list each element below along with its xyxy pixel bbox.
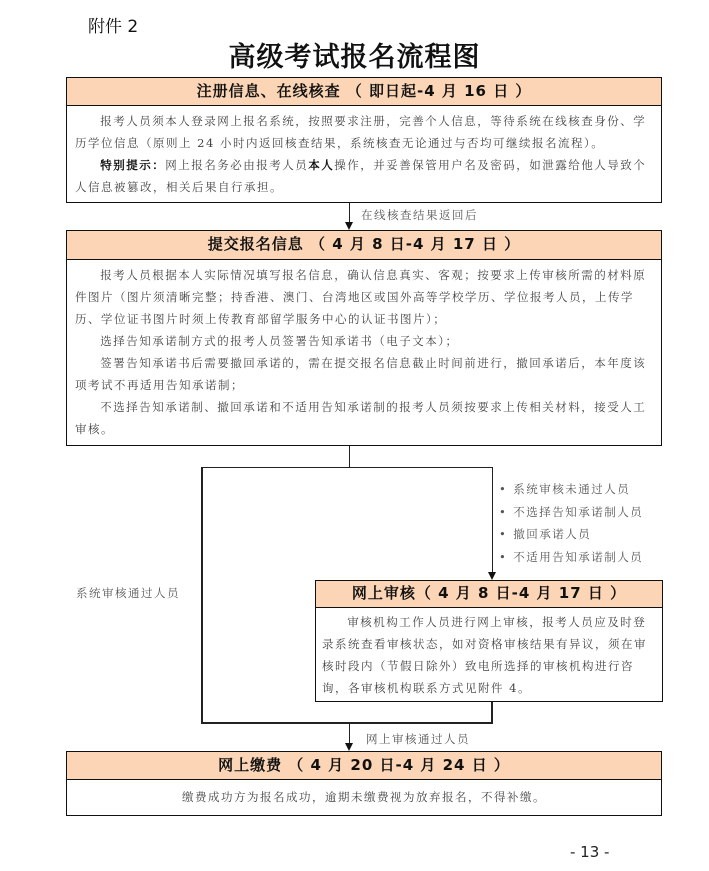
review-down-line	[491, 702, 493, 724]
step-submit-paragraph: 不选择告知承诺制、撤回承诺和不适用告知承诺制的报考人员须按要求上传相关材料，接受人工审核。	[75, 400, 647, 436]
attachment-label: 附件 2	[88, 17, 139, 37]
branch-left-label: 系统审核通过人员	[76, 586, 180, 600]
step-submit-body	[67, 260, 661, 444]
arrow-label-review-passed: 网上审核通过人员	[366, 732, 470, 746]
page-title: 高级考试报名流程图	[228, 42, 481, 73]
branch-right-item: • 不选择告知承诺制人员	[499, 501, 643, 524]
arrow-down-icon	[345, 743, 353, 751]
arrow-label-check-returned: 在线核查结果返回后	[361, 208, 478, 222]
special-tip	[75, 154, 653, 198]
step-review-box	[315, 580, 663, 702]
step-register-text: 报考人员须本人登录网上报名系统，按照要求注册，完善个人信息，等待系统在线核查身份、学历学位信息（原则上 24 小时内返回核查结果，系统核查无论通过与否均可继续报名流程）。	[75, 114, 647, 150]
branch-horizontal-line	[201, 467, 493, 468]
step-submit-paragraph: 选择告知承诺制方式的报考人员签署告知承诺书（电子文本）；	[100, 334, 459, 348]
branch-left-line	[201, 467, 203, 724]
step-register-header: 注册信息、在线核查 （ 即日起-4 月 16 日 ）	[67, 78, 661, 106]
step-review-text: 审核机构工作人员进行网上审核，报考人员应及时登录系统查看审核状态，如对资格审核结果有异议，须在审核时段内（节假日除外）致电所选择的审核机构进行咨询，各审核机构联系方式见附件 4。	[322, 615, 647, 695]
step-payment-text: 缴费成功方为报名成功，逾期未缴费视为放弃报名，不得补缴。	[182, 790, 546, 804]
special-tip-text-b: 操作，并妥善保管用户名及密码，如泄露给他人导致个人信息被篡改，相关后果自行承担。	[75, 158, 647, 194]
arrow-down-icon	[488, 572, 496, 580]
step-payment-box	[66, 751, 662, 816]
step-submit-paragraph: 报考人员根据本人实际情况填写报名信息，确认信息真实、客观；按要求上传审核所需的材料原件图片（图片须清晰完整；持香港、澳门、台湾地区或国外高等学校学历、学位报考人员，上传学历、学位证书图片时须上传教育部留学服务中心的认证书图片）；	[75, 268, 647, 326]
branch-right-line	[492, 467, 493, 573]
step-register-body	[67, 106, 661, 202]
step-review-body	[316, 608, 662, 701]
step-submit-box	[66, 230, 662, 446]
step-register-box	[66, 77, 662, 203]
merge-horizontal-line	[201, 722, 493, 724]
arrow-down-icon	[345, 222, 353, 230]
branch-right-item: • 不适用告知承诺制人员	[499, 546, 643, 569]
connector-line-1	[349, 203, 350, 223]
step-review-header: 网上审核（ 4 月 8 日-4 月 17 日 ）	[316, 581, 662, 608]
branch-right-item: • 撤回承诺人员	[499, 523, 643, 546]
page-number: - 13 -	[570, 843, 610, 861]
special-tip-text-a: 网上报名务必由报考人员	[165, 158, 309, 172]
step-payment-header: 网上缴费 （ 4 月 20 日-4 月 24 日 ）	[67, 752, 661, 780]
connector-line-4	[349, 724, 350, 744]
step-submit-header: 提交报名信息 （ 4 月 8 日-4 月 17 日 ）	[67, 231, 661, 260]
step-payment-body	[67, 780, 661, 812]
branch-right-item: • 系统审核未通过人员	[499, 478, 643, 501]
connector-line-2	[349, 446, 350, 468]
step-submit-paragraph: 签署告知承诺书后需要撤回承诺的，需在提交报名信息截止时间前进行，撤回承诺后，本年度该项考试不再适用告知承诺制；	[75, 356, 647, 392]
special-tip-label: 特别提示：	[100, 158, 166, 172]
branch-right-list	[499, 478, 643, 568]
special-tip-bold: 本人	[308, 158, 335, 172]
